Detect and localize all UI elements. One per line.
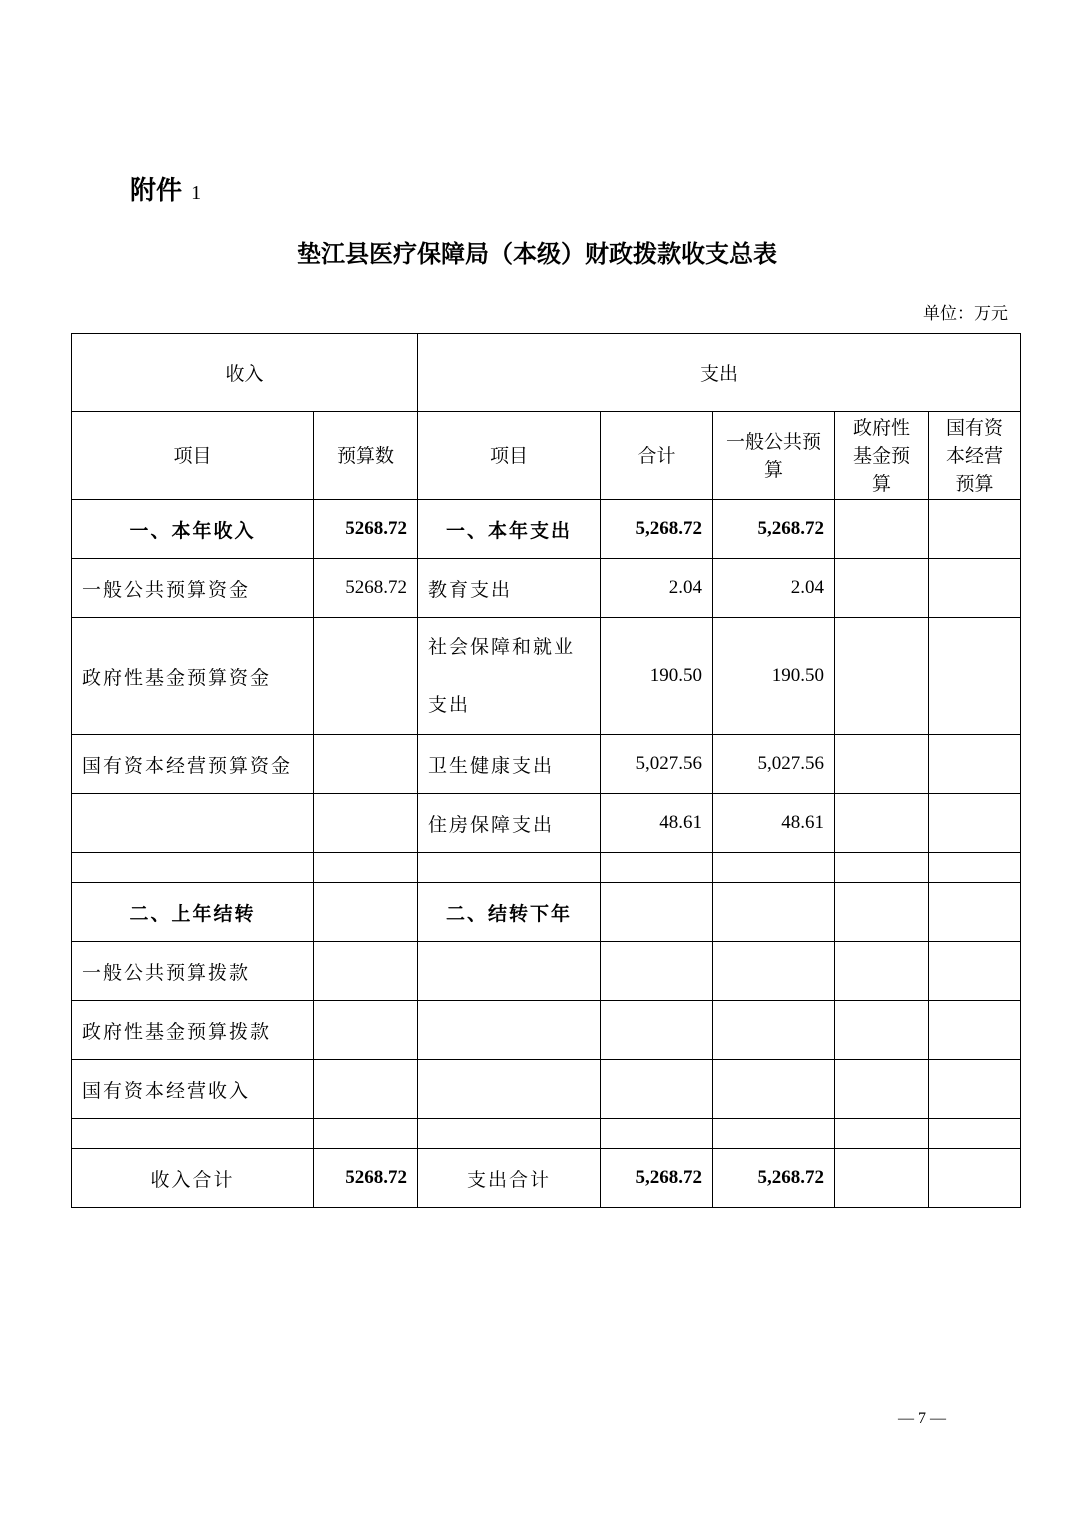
expense-total: 5,268.72 xyxy=(601,500,713,559)
expense-item-line1: 社会保障和就业 xyxy=(428,636,576,658)
income-item: 政府性基金预算拨款 xyxy=(72,1001,314,1060)
col-state-capital: 国有资本经营预算 xyxy=(929,412,1021,500)
table-row xyxy=(72,1001,1021,1060)
income-value xyxy=(314,618,418,735)
expense-general: 5,268.72 xyxy=(713,500,835,559)
table-row xyxy=(72,1060,1021,1119)
expense-item xyxy=(418,618,601,735)
expense-item: 住房保障支出 xyxy=(418,794,601,853)
table-row xyxy=(72,794,1021,853)
expense-gov-fund xyxy=(835,883,929,942)
attachment-label xyxy=(130,170,201,207)
expense-state-capital xyxy=(929,883,1021,942)
expense-general: 5,027.56 xyxy=(713,735,835,794)
income-total-value: 5268.72 xyxy=(314,1149,418,1208)
header-row-1 xyxy=(72,334,1021,412)
income-value xyxy=(314,883,418,942)
income-total-label: 收入合计 xyxy=(72,1149,314,1208)
expense-gov-fund xyxy=(835,1149,929,1208)
unit-label: 单位：万元 xyxy=(923,304,1008,324)
income-item: 国有资本经营预算资金 xyxy=(72,735,314,794)
expense-state-capital xyxy=(929,559,1021,618)
expense-general: 48.61 xyxy=(713,794,835,853)
expense-general xyxy=(713,883,835,942)
table-row xyxy=(72,618,1021,735)
col-expense-item: 项目 xyxy=(418,412,601,500)
income-item xyxy=(72,794,314,853)
expense-total: 190.50 xyxy=(601,618,713,735)
col-gov-fund: 政府性基金预算 xyxy=(835,412,929,500)
expense-gov-fund xyxy=(835,618,929,735)
expense-item: 卫生健康支出 xyxy=(418,735,601,794)
expense-item: 一、本年支出 xyxy=(418,500,601,559)
expense-total: 48.61 xyxy=(601,794,713,853)
empty-row xyxy=(72,1119,1021,1149)
expense-general: 5,268.72 xyxy=(713,1149,835,1208)
expense-total: 2.04 xyxy=(601,559,713,618)
income-item: 一般公共预算拨款 xyxy=(72,942,314,1001)
page-number: — 7 — xyxy=(898,1410,946,1427)
income-item: 一般公共预算资金 xyxy=(72,559,314,618)
expense-gov-fund xyxy=(835,794,929,853)
income-item: 一、本年收入 xyxy=(72,500,314,559)
income-value: 5268.72 xyxy=(314,559,418,618)
income-header: 收入 xyxy=(72,334,418,412)
expense-state-capital xyxy=(929,500,1021,559)
income-item: 政府性基金预算资金 xyxy=(72,618,314,735)
expense-total-label: 支出合计 xyxy=(418,1149,601,1208)
expense-state-capital xyxy=(929,794,1021,853)
attachment-number: 1 xyxy=(191,182,202,204)
attachment-text: 附件 xyxy=(130,176,183,206)
income-value xyxy=(314,794,418,853)
income-value: 5268.72 xyxy=(314,500,418,559)
expense-total: 5,268.72 xyxy=(601,1149,713,1208)
table-row xyxy=(72,735,1021,794)
expense-gov-fund xyxy=(835,735,929,794)
table-row xyxy=(72,500,1021,559)
table-row xyxy=(72,883,1021,942)
col-income-item: 项目 xyxy=(72,412,314,500)
header-row-2 xyxy=(72,412,1021,500)
table-row xyxy=(72,559,1021,618)
document-title: 垫江县医疗保障局（本级）财政拨款收支总表 xyxy=(297,239,777,268)
expense-general: 190.50 xyxy=(713,618,835,735)
expense-header: 支出 xyxy=(418,334,1021,412)
income-item: 国有资本经营收入 xyxy=(72,1060,314,1119)
col-general: 一般公共预算 xyxy=(713,412,835,500)
expense-item: 二、结转下年 xyxy=(418,883,601,942)
empty-row xyxy=(72,853,1021,883)
expense-total xyxy=(601,883,713,942)
expense-gov-fund xyxy=(835,559,929,618)
expense-general: 2.04 xyxy=(713,559,835,618)
expense-total: 5,027.56 xyxy=(601,735,713,794)
expense-item: 教育支出 xyxy=(418,559,601,618)
income-value xyxy=(314,735,418,794)
expense-gov-fund xyxy=(835,500,929,559)
expense-item-line2: 支出 xyxy=(428,694,471,716)
table-row xyxy=(72,942,1021,1001)
income-item: 二、上年结转 xyxy=(72,883,314,942)
expense-state-capital xyxy=(929,1149,1021,1208)
budget-table xyxy=(71,333,1021,1208)
col-total: 合计 xyxy=(601,412,713,500)
col-budget: 预算数 xyxy=(314,412,418,500)
expense-state-capital xyxy=(929,618,1021,735)
total-row xyxy=(72,1149,1021,1208)
expense-state-capital xyxy=(929,735,1021,794)
